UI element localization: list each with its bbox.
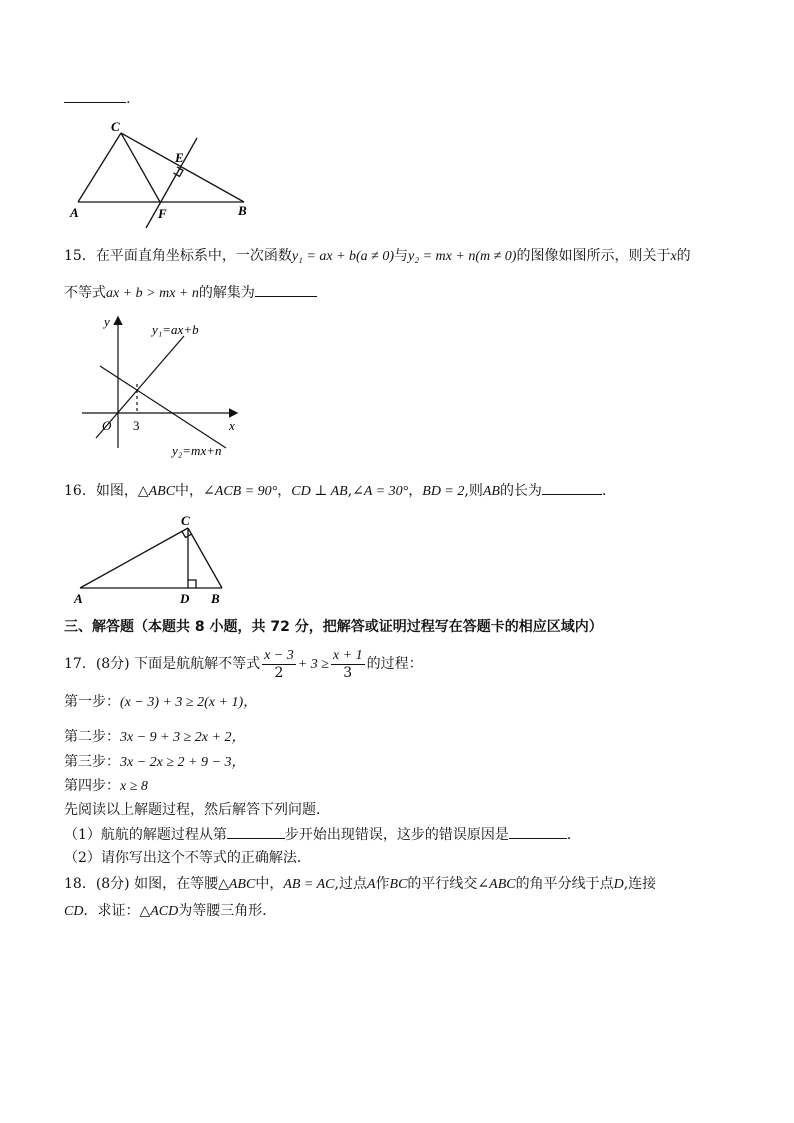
line-y2 [100,366,226,448]
answer-blank [509,824,567,839]
label-a: A [70,205,79,220]
step-1: 第一步：(x − 3) + 3 ≥ 2(x + 1)， [64,694,258,710]
segment-cb [188,528,222,588]
answer-blank [227,824,285,839]
question-18-line-2: CD．求证：△ACD为等腰三角形． [64,903,277,919]
step-4: 第四步：x ≥ 8 [64,778,148,794]
segment-ac [78,133,121,202]
answer-blank [64,88,126,103]
figure-q16 [70,512,236,608]
figure-q15-graph [76,308,256,460]
label-a: A [74,591,83,606]
label-y2: y₂=mx+n [172,443,222,458]
answer-blank [255,282,317,297]
label-three: 3 [133,418,140,433]
q17-sub-2: （2）请你写出这个不等式的正确解法． [64,850,311,866]
previous-question-blank: . [64,88,130,109]
label-b: B [211,591,220,606]
step-2: 第二步：3x − 9 + 3 ≥ 2x + 2， [64,729,246,745]
q17-instruction: 先阅读以上解题过程，然后解答下列问题． [64,802,330,818]
label-c: C [111,119,120,134]
section-3-heading: 三、解答题（本题共 8 小题，共 72 分，把解答或证明过程写在答题卡的相应区域内） [64,619,603,635]
question-18-line-1: 18．(8分) 如图，在等腰△ABC中，AB = AC,过点A作BC的平行线交∠ABC的角平分线于点D,连接 [64,876,657,892]
label-y: y [104,314,110,329]
q17-sub-1: （1）航航的解题过程从第 步开始出现错误，这步的错误原因是 ． [64,824,581,845]
step-3: 第三步：3x − 2x ≥ 2 + 9 − 3， [64,754,246,770]
label-x: x [229,418,235,433]
label-b: B [238,203,247,218]
label-origin: O [102,418,112,433]
question-17-stem: 17．(8分) 下面是航航解不等式 $\frac{x - 3}{2}$ + 3 ≥ $\frac{x + 1}{3}$ 的过程： [64,647,423,681]
label-c: C [181,513,190,528]
figure-q14 [66,116,262,234]
answer-blank [542,480,602,495]
label-d: D [180,591,190,606]
question-15-line-2: 不等式ax + b > mx + n的解集为 [64,282,317,304]
fraction-2: $\frac{x + 1}{3}$ [332,647,363,681]
right-angle-mark-d [188,580,196,588]
question-15-line-1: 15．在平面直角坐标系中，一次函数y₁ = ax + b(a ≠ 0)与y₂ = mx + n(m ≠ 0)的图像如图所示，则关于x的 [64,248,691,264]
label-f: F [158,206,167,221]
question-16: 16．如图，△ABC中，∠ACB = 90°，CD ⊥ AB,∠A = 30°，BD = 2,则AB的长为 . [64,480,606,502]
fraction-1: $\frac{x - 3}{2}$ [264,647,294,681]
label-e: E [175,150,184,165]
segment-ac [80,528,188,588]
segment-cb [121,133,244,202]
label-y1: y₁=ax+b [152,322,199,337]
